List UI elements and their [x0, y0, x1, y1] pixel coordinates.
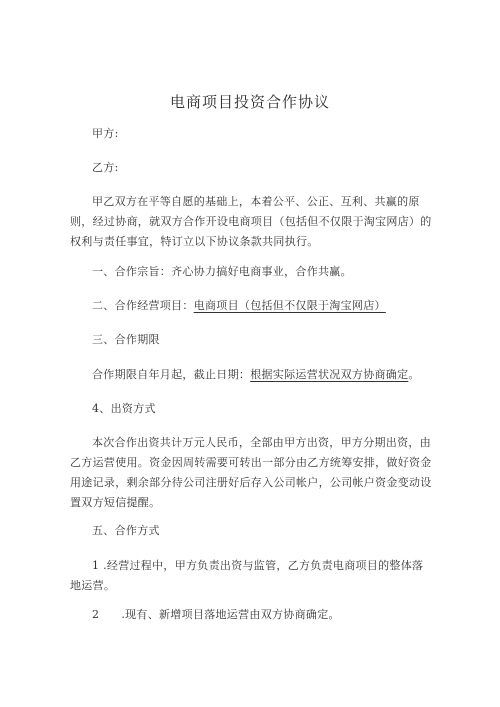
section-2-prefix: 二、合作经营项目：	[92, 299, 194, 312]
section-5-item-2-number: 2	[92, 608, 100, 621]
section-3-prefix: 合作期限自年月起，截止日期：	[92, 368, 251, 381]
section-3-suffix: 。	[408, 368, 420, 381]
section-1-purpose: 一、合作宗旨：齐心协力搞好电商事业，合作共赢。	[92, 265, 352, 278]
section-3-heading: 三、合作期限	[92, 333, 160, 346]
section-4-heading: 4、出资方式	[92, 402, 156, 415]
section-4-body: 本次合作出资共计万元人民币，全部由甲方出资，甲方分期出资，由乙方运营使用。资金因周转需要可转出一部分由乙方统筹安排，做好资金用途记录，剩余部分待公司注册好后存入公司帐户，公司帐户资金变动设置双方短信提醒。	[70, 436, 432, 509]
preamble-paragraph: 甲乙双方在平等自愿的基础上，本着公平、公正、互利、共赢的原则，经过协商，就双方合作开设电商项目（包括但不仅限于淘宝网店）的权利与责任事宜，特订立以下协议条款共同执行。	[70, 195, 432, 248]
section-2-project	[70, 296, 432, 316]
section-5-heading: 五、合作方式	[92, 524, 160, 537]
section-5-item-2-text: .现有、新增项目落地运营由双方协商确定。	[121, 608, 340, 621]
section-3-term	[70, 365, 432, 385]
party-b-line: 乙方:	[92, 161, 119, 174]
section-5-item-1: 1 .经营过程中，甲方负责出资与监管，乙方负责电商项目的整体落地运营。	[70, 559, 424, 592]
section-5-item-2	[70, 605, 432, 625]
party-a-line: 甲方:	[92, 127, 119, 140]
section-2-project-value: 电商项目（包括但不仅限于淘宝网店）	[193, 299, 386, 312]
section-3-end-date-value: 根据实际运营状况双方协商确定	[250, 368, 409, 381]
document-title: 电商项目投资合作协议	[169, 93, 330, 111]
